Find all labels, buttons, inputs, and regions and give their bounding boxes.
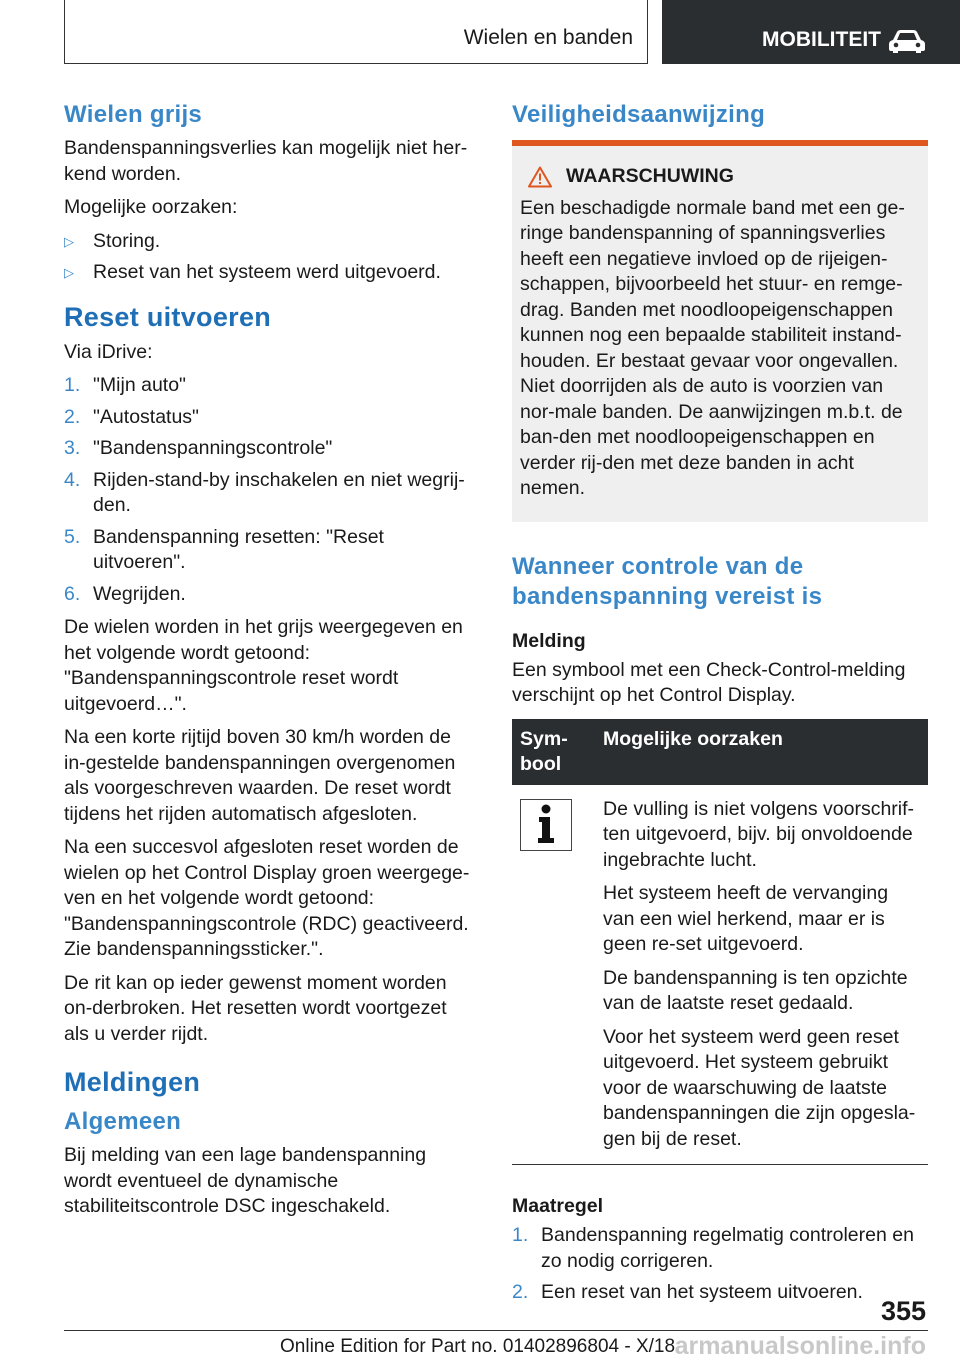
algemeen-text: Bij melding van een lage bandenspanning wordt eventueel de dynamische stabiliteitscontrole DSC ingeschakeld. (64, 1144, 427, 1217)
cause-item: Voor het systeem werd geen reset uitgevoerd. Het systeem gebruikt voor de waarschuwing de laatste bandenspanningen die zijn opgesla-gen bij de reset. (603, 1025, 916, 1150)
control-heading: Wanneer controle van de bandenspanning vereist is (512, 552, 823, 610)
reset-steps (64, 373, 476, 607)
list-item: 3. "Bandenspanningscontrole" (64, 437, 333, 459)
melding-text: Een symbool met een Check-Control-melding verschijnt op het Control Display. (512, 658, 906, 706)
warning-box (512, 146, 928, 522)
via-idrive: Via iDrive: (64, 340, 153, 363)
list-item: ▷ Storing. (64, 229, 476, 255)
header-section-box (64, 0, 648, 64)
left-column (64, 100, 476, 1228)
symbol-cell (512, 785, 595, 1165)
triangle-bullet-icon: ▷ (64, 265, 74, 280)
warning-triangle-icon (528, 166, 552, 188)
list-item: 1. Bandenspanning regelmatig controleren en zo nodig corrigeren. (512, 1224, 914, 1272)
reset-para-1: De wielen worden in het grijs weergegeven en het volgende wordt getoond: "Bandenspanningscontrole reset wordt uitgevoerd…". (64, 616, 463, 715)
algemeen-heading: Algemeen (64, 1108, 182, 1135)
causes-label: Mogelijke oorzaken: (64, 196, 238, 218)
cause-item: De bandenspanning is ten opzichte van de laatste reset gedaald. (603, 966, 908, 1014)
cause-item: De vulling is niet volgens voorschrif-ten uitgevoerd, bijv. bij onvoldoende ingebrachte lucht. (603, 797, 915, 871)
reset-para-2: Na een korte rijtijd boven 30 km/h worden de in-gestelde bandenspanningen overgenomen als voorgeschreven waarden. De reset wordt tijdens het rijden automatisch afgesloten. (64, 726, 456, 825)
col-symbol-header: Sym-bool (512, 719, 595, 785)
warning-text-2: Niet doorrijden als de auto is voorzien van nor-male banden. De aanwijzingen m.b.t. de ban-den met noodloopeigenschappen en verder rij-den met deze banden in acht nemen. (520, 375, 903, 499)
list-item: 4. Rijden-stand-by inschakelen en niet wegrij-den. (64, 468, 465, 516)
car-icon (887, 28, 927, 54)
footer-divider (64, 1330, 928, 1331)
reset-heading: Reset uitvoeren (64, 301, 272, 332)
maatregel-label: Maatregel (512, 1195, 604, 1217)
info-icon (520, 799, 572, 851)
wielen-grijs-heading: Wielen grijs (64, 101, 203, 128)
section-title: Wielen en banden (463, 26, 633, 49)
safety-heading: Veiligheidsaanwijzing (512, 101, 766, 128)
melding-label: Melding (512, 629, 586, 652)
list-item: 5. Bandenspanning resetten: "Reset uitvoeren". (64, 525, 384, 573)
list-item: 6. Wegrijden. (64, 582, 186, 605)
warning-title: WAARSCHUWING (520, 164, 920, 190)
watermark-site: armanualsonline.info (674, 1332, 926, 1360)
reset-para-4: De rit kan op ieder gewenst moment worden on-derbroken. Het resetten wordt voortgezet als u verder rijdt. (64, 971, 447, 1045)
message-table (512, 719, 928, 1166)
list-item: 2. Een reset van het systeem uitvoeren. (512, 1281, 863, 1303)
reset-para-3: Na een succesvol afgesloten reset worden de wielen op het Control Display groen weergege-ven en het volgende wordt getoond: "Bandenspanningscontrole (RDC) geactiveerd. Zie bandenspanningssticker.". (64, 836, 470, 960)
triangle-bullet-icon: ▷ (64, 233, 74, 249)
col-causes-header: Mogelijke oorzaken (595, 719, 928, 785)
list-item: ▷ Reset van het systeem werd uitgevoerd. (64, 260, 476, 286)
meldingen-heading: Meldingen (64, 1067, 201, 1097)
warning-text-1: Een beschadigde normale band met een ge-ringe bandenspanning of spanningsverlies heeft een negatieve invloed op de rijeigen-schappen, bijvoorbeeld het stuur- en remge-drag. Banden met noodloopeigenschappen kunnen nog een bepaalde stabiliteit instand-houden. Er bestaat gevaar voor ongevallen. (520, 196, 905, 372)
right-column (512, 100, 928, 1314)
page-number: 355 (880, 1296, 926, 1326)
maatregel-steps (512, 1223, 928, 1306)
list-item: 1. "Mijn auto" (64, 374, 186, 396)
cause-item: Het systeem heeft de vervanging van een wiel herkend, maar er is geen re-set uitgevoerd. (603, 882, 889, 955)
edition-note: Online Edition for Part no. 01402896804 - X/18 (280, 1336, 676, 1357)
chapter-title: MOBILITEIT (762, 28, 881, 51)
list-item: 2. "Autostatus" (64, 405, 199, 428)
table-header-row (512, 719, 928, 785)
header-chapter-box (662, 0, 960, 64)
wielen-grijs-intro: Bandenspanningsverlies kan mogelijk niet her-kend worden. (64, 137, 468, 185)
causes-list (64, 229, 476, 286)
causes-cell (595, 785, 928, 1165)
table-row (512, 785, 928, 1165)
